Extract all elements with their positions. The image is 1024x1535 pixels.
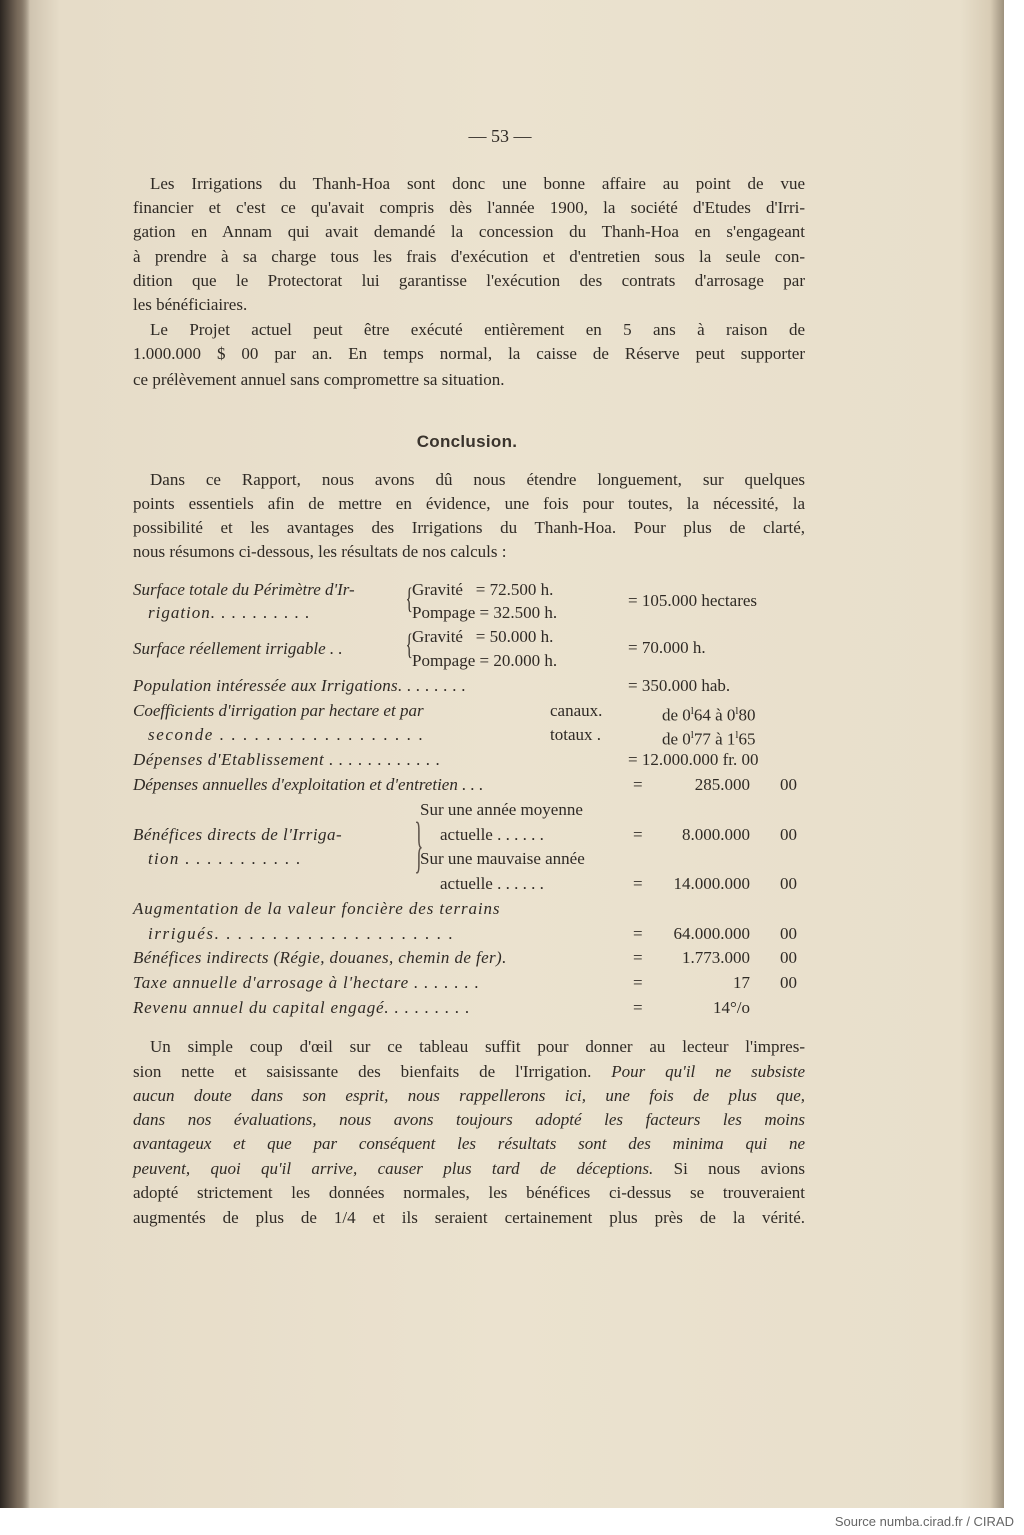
text: de — [662, 705, 679, 725]
text: 80 — [738, 705, 756, 725]
sub-value: Pompage = 20.000 h. — [412, 651, 558, 670]
text: 0 — [682, 729, 691, 749]
text: 1 — [726, 729, 736, 749]
row-value: 1.773.000 — [682, 948, 750, 967]
row-label: seconde . . . . . . . . . . . . . . . . . . — [148, 725, 425, 744]
text-line: financier et c'est ce qu'avait compris dès l'année 1900, la société d'Etudes d'Irri- — [133, 198, 805, 217]
brace-icon: { — [405, 628, 413, 661]
row-value — [662, 724, 755, 751]
text: l — [690, 729, 694, 741]
sub-value: Gravité = 72.500 h. — [412, 580, 554, 599]
text: l — [735, 729, 739, 741]
text-line: les bénéficiaires. — [133, 295, 248, 314]
text-line: Un simple coup d'œil sur ce tableau suffit pour donner au lecteur l'impres- — [150, 1037, 805, 1056]
text-line: Les Irrigations du Thanh-Hoa sont donc une bonne affaire au point de vue — [150, 174, 805, 193]
text-line — [133, 1061, 805, 1083]
sub-value: Gravité = 50.000 h. — [412, 627, 554, 646]
text: 77 — [693, 729, 711, 749]
text: 0 — [726, 705, 736, 725]
section-heading: Conclusion. — [416, 432, 518, 451]
text-line: points essentiels afin de mettre en évidence, une fois pour toutes, la nécessité, la — [133, 494, 805, 513]
row-label: Dépenses annuelles d'exploitation et d'entretien . . . — [133, 775, 484, 794]
text-line: aucun doute dans son esprit, nous rappellerons ici, une fois de plus que, — [133, 1086, 805, 1105]
brace-icon: { — [405, 582, 413, 615]
row-label: Surface totale du Périmètre d'Ir- — [133, 580, 355, 599]
row-value — [662, 700, 755, 727]
row-cents: 00 — [780, 948, 797, 967]
equals: = — [633, 973, 643, 992]
text: l — [690, 705, 694, 717]
brace-icon: } — [414, 811, 424, 879]
row-value: 64.000.000 — [673, 924, 750, 943]
text: sion nette et saisissante des bienfaits de l'Irrigation. — [133, 1062, 592, 1081]
text: Pour qu'il ne subsiste — [611, 1062, 805, 1081]
sub-value: Pompage = 32.500 h. — [412, 603, 558, 622]
row-cents: 00 — [780, 775, 797, 794]
text-line: à prendre à sa charge tous les frais d'exécution et d'entretien sous la seule con- — [133, 247, 805, 266]
text-line: nous résumons ci-dessous, les résultats de nos calculs : — [133, 542, 507, 561]
sub-label: actuelle . . . . . . — [440, 825, 544, 844]
sub-label: Sur une année moyenne — [420, 800, 583, 819]
equals: = — [633, 874, 643, 893]
equals: = — [633, 948, 643, 967]
row-label: rigation. . . . . . . . . . — [148, 603, 311, 622]
row-label: Dépenses d'Etablissement . . . . . . . . . . . . — [133, 750, 441, 769]
text-line: gation en Annam qui avait demandé la concession du Thanh-Hoa en s'engageant — [133, 222, 805, 241]
source-credit: Source numba.cirad.fr / CIRAD — [834, 1514, 1014, 1529]
text-line: augmentés de plus de 1/4 et ils seraient certainement plus près de la vérité. — [133, 1208, 805, 1227]
equals: = — [633, 924, 643, 943]
text-line: Le Projet actuel peut être exécuté entièrement en 5 ans à raison de — [150, 320, 805, 339]
text-line: adopté strictement les données normales, les bénéfices ci-dessus se trouveraient — [133, 1183, 805, 1202]
row-value: 285.000 — [694, 775, 750, 794]
text-line: avantageux et que par conséquent les résultats sont des minima qui ne — [133, 1134, 805, 1153]
page-number: — 53 — — [468, 126, 532, 146]
text: l — [735, 705, 739, 717]
text-line: possibilité et les avantages des Irrigations du Thanh-Hoa. Pour plus de clarté, — [133, 518, 805, 537]
row-cents: 00 — [780, 874, 797, 893]
text: à — [715, 729, 723, 749]
sub-label: Sur une mauvaise année — [420, 849, 585, 868]
row-value: 17 — [733, 973, 750, 992]
sub-label: actuelle . . . . . . — [440, 874, 544, 893]
row-value: 8.000.000 — [682, 825, 750, 844]
row-label: Augmentation de la valeur foncière des terrains — [133, 899, 501, 918]
text: 65 — [738, 729, 756, 749]
row-label: Surface réellement irrigable . . — [133, 639, 343, 658]
text: peuvent, quoi qu'il arrive, causer plus tard de déceptions. — [133, 1159, 654, 1178]
text: Si nous avions — [673, 1159, 805, 1178]
text-line: 1.000.000 $ 00 par an. En temps normal, la caisse de Réserve peut supporter — [133, 344, 805, 363]
equals: = — [633, 825, 643, 844]
text: à — [715, 705, 723, 725]
row-cents: 00 — [780, 924, 797, 943]
sub-label: totaux . — [550, 725, 601, 744]
text-line: ce prélèvement annuel sans compromettre sa situation. — [133, 370, 505, 389]
row-label: Coefficients d'irrigation par hectare et par — [133, 701, 424, 720]
row-label: Bénéfices directs de l'Irriga- — [133, 825, 343, 844]
row-cents: 00 — [780, 825, 797, 844]
row-label: Bénéfices indirects (Régie, douanes, chemin de fer). — [133, 948, 507, 967]
text: de — [662, 729, 679, 749]
text-line: dition que le Protectorat lui garantisse l'exécution des contrats d'arrosage par — [133, 271, 805, 290]
book-spine — [0, 0, 30, 1508]
row-value: = 70.000 h. — [628, 638, 706, 657]
row-cents: 00 — [780, 973, 797, 992]
text-line: Dans ce Rapport, nous avons dû nous étendre longuement, sur quelques — [150, 470, 805, 489]
sub-label: canaux. — [550, 701, 603, 720]
text-line: dans nos évaluations, nous avons toujours adopté les facteurs les moins — [133, 1110, 805, 1129]
row-value: = 105.000 hectares — [628, 591, 758, 610]
equals: = — [633, 775, 643, 794]
row-label: tion . . . . . . . . . . . — [148, 849, 302, 868]
row-value: = 12.000.000 fr. 00 — [628, 750, 759, 769]
row-label: Taxe annuelle d'arrosage à l'hectare . . . . . . . — [133, 973, 480, 992]
text: 64 — [693, 705, 711, 725]
row-value: = 350.000 hab. — [628, 676, 731, 695]
row-label: Population intéressée aux Irrigations. . . . . . . . — [133, 676, 467, 695]
row-value: 14.000.000 — [673, 874, 750, 893]
text: 0 — [682, 705, 691, 725]
text-line — [133, 1158, 805, 1180]
row-label: irrigués. . . . . . . . . . . . . . . . . . . . . — [148, 924, 455, 943]
equals: = — [633, 998, 643, 1017]
row-value: 14°/o — [712, 998, 750, 1017]
row-label: Revenu annuel du capital engagé. . . . . . . . . — [133, 998, 471, 1017]
